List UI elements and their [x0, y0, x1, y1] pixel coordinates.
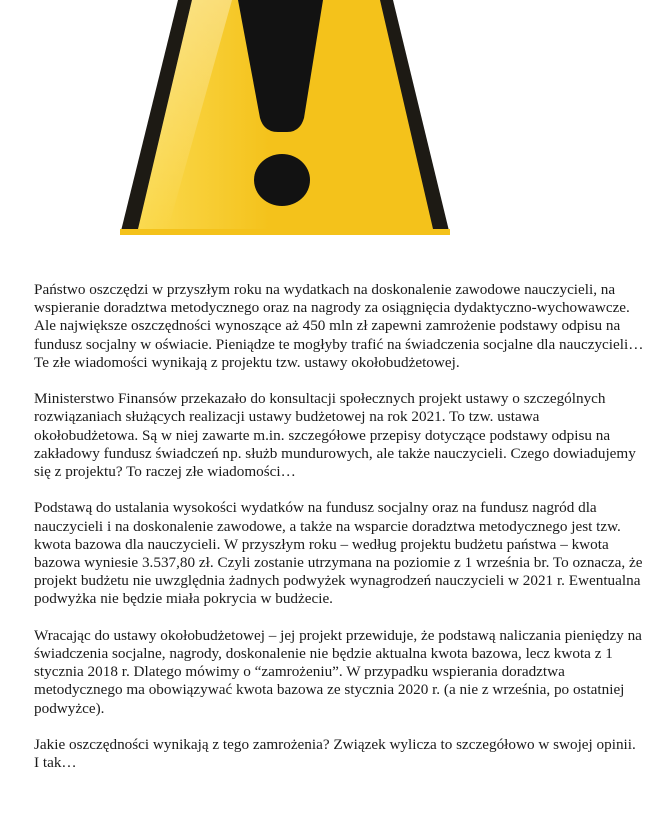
article-body	[34, 281, 644, 791]
article-paragraph: Ministerstwo Finansów przekazało do konsultacji społecznych projekt ustawy o szczególnych rozwiązaniach służących realizacji ustawy budżetowej na rok 2021. To tzw. ustawa okołobudżetowa. Są w niej zawarte m.in. szczegółowe przepisy dotyczące podstawy odpisu na zakładowy fundusz świadczeń np. służb mundurowych, ale także nauczycieli. Czego dowiadujemy się z projektu? To raczej złe wiadomości…	[34, 390, 636, 481]
exclamation-dot	[254, 154, 310, 206]
article-paragraph: Wracając do ustawy okołobudżetowej – jej projekt przewiduje, że podstawą naliczania pieniędzy na świadczenia socjalne, nagrody, doskonalenie nie będzie aktualna kwota bazowa, lecz kwota z 1 stycznia 2018 r. Dlatego mówimy o “zamrożeniu”. W przypadku wspierania doradztwa metodycznego ma obowiązywać kwota bazowa ze stycznia 2020 r. (a nie z września, po ostatniej podwyżce).	[34, 626, 642, 717]
article-paragraph: Państwo oszczędzi w przyszłym roku na wydatkach na doskonalenie zawodowe nauczycieli, na wspieranie doradztwa metodycznego oraz na nagrody za osiągnięcia dydaktyczno-wychowawcze. Ale największe oszczędności wynoszące aż 450 mln zł zapewni zamrożenie podstawy odpisu na fundusz socjalny w oświacie. Pieniądze te mogłyby trafić na świadczenia socjalne dla nauczycieli… Te złe wiadomości wynikają z projektu tzw. ustawy okołobudżetowej.	[34, 281, 644, 371]
warning-triangle-icon	[0, 0, 669, 235]
article-paragraph: Jakie oszczędności wynikają z tego zamrożenia? Związek wylicza to szczegółowo w swojej opinii. I tak…	[34, 736, 636, 772]
hero-image	[0, 0, 669, 235]
article-paragraph: Podstawą do ustalania wysokości wydatków na fundusz socjalny oraz na fundusz nagród dla nauczycieli i na doskonalenie zawodowe, a także na wsparcie doradztwa metodycznego jest tzw. kwota bazowa dla nauczycieli. W przyszłym roku – według projektu budżetu państwa – kwota bazowa wyniesie 3.537,80 zł. Czyli zostanie utrzymana na poziomie z 1 września br. To oznacza, że projekt budżetu nie uwzględnia żadnych podwyżek wynagrodzeń nauczycieli w 2021 r. Ewentualna podwyżka nie będzie miała pokrycia w budżecie.	[34, 499, 643, 608]
